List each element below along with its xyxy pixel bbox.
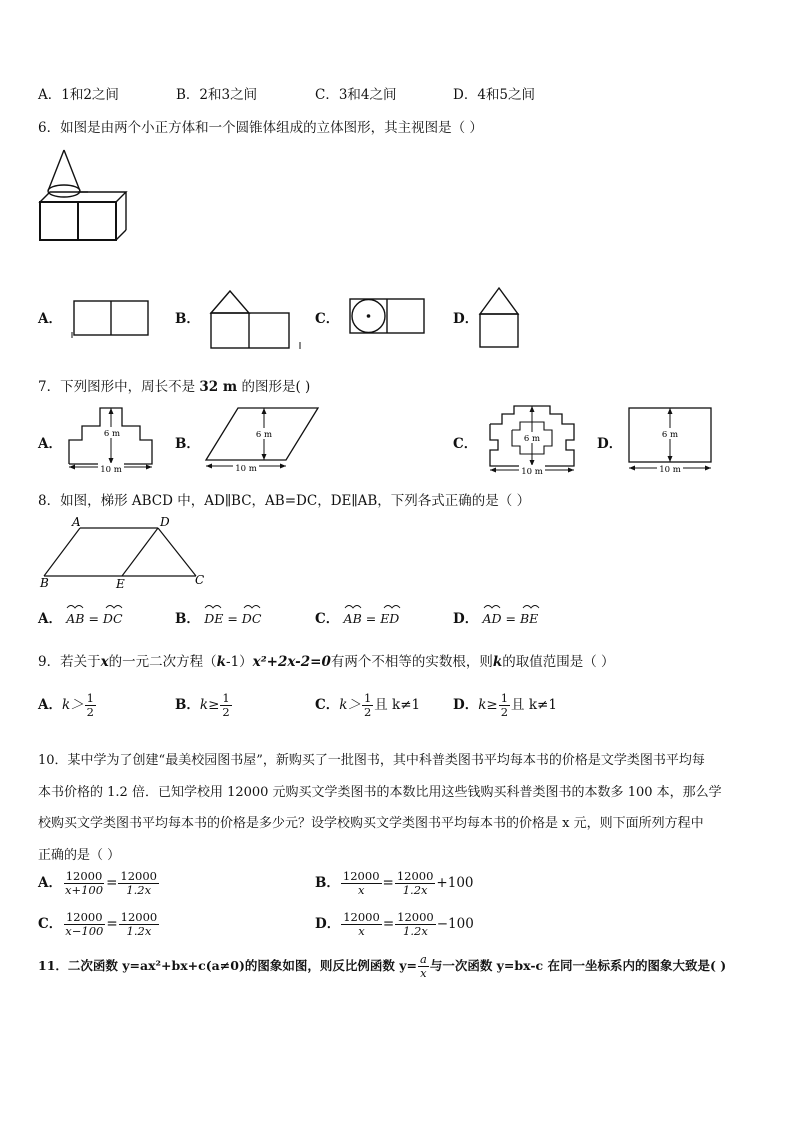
q6-option-a-figure: [70, 298, 154, 340]
q9-a-pre: k＞: [61, 697, 84, 713]
q7-label-a: A．: [38, 436, 62, 452]
q8-point-e: E: [116, 577, 125, 590]
q7-d-height-label: 6 m: [661, 430, 679, 440]
q6-label-b: B．: [175, 311, 200, 327]
q9-d-post: 且 k≠1: [511, 697, 557, 713]
q9-option-d: [453, 692, 557, 719]
q9-b-pre: k≥: [199, 697, 220, 713]
q9-b-den: 2: [222, 705, 230, 719]
q9-var-x: x: [100, 654, 109, 670]
q8-option-a: [38, 607, 123, 627]
q9-stem-a: 9．若关于: [38, 654, 101, 670]
q8-option-b-label: B．: [175, 611, 200, 627]
q5-option-d: D．4和5之间: [453, 87, 536, 103]
q7-b-width-label: 10 m: [235, 464, 257, 474]
q9-stem-d: 有两个不相等的实数根，则: [330, 654, 493, 670]
q10-option-d-label: D．: [315, 916, 341, 932]
q10-c-ln: 12000: [65, 910, 103, 924]
q8-d-right: BE: [520, 611, 539, 626]
q9-d-pre: k≥: [478, 697, 498, 713]
q9-option-d-label: D．: [453, 697, 479, 713]
q9-c-post: 且 k≠1: [374, 697, 421, 713]
q9-a-num: 1: [86, 691, 94, 705]
q10-a-rn: 12000: [120, 869, 157, 883]
q10-b-ln: 12000: [342, 869, 380, 883]
q7-b-height-label: 6 m: [255, 430, 273, 440]
q8-b-left: DE: [204, 611, 224, 626]
q10-c-rd: 1.2x: [126, 924, 152, 938]
q9-d-den: 2: [500, 705, 509, 719]
q7-c-width-label: 10 m: [521, 467, 543, 476]
q11-stem-b: 与一次函数 y=bx-c 在同一坐标系内的图象大致是( ): [429, 958, 727, 973]
q8-trapezoid-figure: [36, 514, 212, 590]
q11-stem: [38, 953, 726, 980]
q9-option-a: [38, 692, 97, 719]
q8-b-right: DC: [241, 611, 262, 626]
q8-option-b-expr: DE = DC: [204, 611, 261, 626]
q7-a-width-label: 10 m: [100, 465, 122, 475]
q10-d-tail: −100: [436, 916, 474, 932]
q7-stem-suffix: 的图形是( ): [241, 379, 311, 395]
q10-c-ld: x−100: [65, 924, 104, 938]
q7-label-b: B．: [175, 436, 200, 452]
q10-d-ld: x: [358, 924, 365, 938]
q9-a-den: 2: [86, 705, 94, 719]
q10-option-c: C． $\frac{12000}{x-100}$ = $\frac{12000}{1.2x}$: [38, 910, 158, 938]
q9-c-den: 2: [363, 705, 372, 719]
q10-option-b: B． $\frac{12000}{x}$ = $\frac{12000}{1.2x}$ +100: [315, 869, 474, 897]
q7-option-d-figure: [624, 400, 716, 476]
q11-stem-a: 11．二次函数 y=ax²+bx+c(a≠0)的图象如图，则反比例函数 y=: [38, 958, 417, 973]
q10-a-ld: x+100: [64, 883, 104, 897]
q10-line-3: 校购买文学类图书平均每本书的价格是多少元？设学校购买文学类图书平均每本书的价格是 x 元，则下面所列方程中: [38, 816, 704, 831]
q8-option-d-expr: AD = BE: [483, 611, 539, 626]
q7-stem-prefix: 7．下列图形中，周长不是: [38, 379, 196, 395]
q10-a-rd: 1.2x: [126, 883, 152, 897]
q8-option-c: [315, 607, 399, 627]
q9-d-num: 1: [500, 691, 509, 705]
q8-a-left: AB: [66, 611, 85, 626]
q9-k2: k: [492, 654, 503, 670]
q10-option-c-label: C．: [38, 916, 63, 932]
q10-option-d: D． $\frac{12000}{x}$ = $\frac{12000}{1.2x}$ −100: [315, 910, 474, 938]
q11-num: a: [419, 952, 427, 966]
q8-option-a-label: A．: [38, 611, 62, 627]
q6-solid-figure: [36, 146, 132, 244]
q9-option-b-label: B．: [175, 697, 200, 713]
q7-option-c-figure: [484, 400, 580, 476]
q7-a-height-label: 6 m: [103, 429, 121, 439]
q6-stem: 6．如图是由两个小正方体和一个圆锥体组成的立体图形，其主视图是（ ）: [38, 120, 483, 136]
q8-option-c-label: C．: [315, 611, 340, 627]
q9-equation: x²+2x-2=0: [252, 654, 331, 670]
q7-label-d: D．: [597, 436, 623, 452]
q10-a-ln: 12000: [65, 869, 103, 883]
q7-stem-value: 32 m: [199, 379, 238, 395]
q9-option-b: [175, 692, 233, 719]
q9-option-a-label: A．: [38, 697, 62, 713]
q8-option-d: [453, 607, 538, 627]
q5-option-c: C．3和4之间: [315, 87, 397, 103]
q10-c-rn: 12000: [120, 910, 158, 924]
q8-point-a: A: [72, 515, 81, 529]
q7-option-a-figure: [64, 400, 158, 476]
q5-option-a: A．1和2之间: [38, 87, 119, 103]
q10-d-rn: 12000: [397, 910, 434, 924]
q7-option-b-figure: [200, 404, 324, 476]
q9-stem-b: 的一元二次方程（: [108, 654, 217, 670]
q10-d-rd: 1.2x: [403, 924, 428, 938]
q6-label-c: C．: [315, 311, 340, 327]
q5-option-b: B．2和3之间: [176, 87, 258, 103]
q9-stem-c: -1）: [226, 654, 253, 670]
q10-line-2: 本书价格的 1.2 倍．已知学校用 12000 元购买文学类图书的本数比用这些钱购买科普类图书的本数多 100 本，那么学: [38, 785, 722, 800]
q8-c-right: ED: [380, 611, 400, 626]
q9-stem-e: 的取值范围是（ ）: [502, 654, 615, 670]
q8-c-left: AB: [343, 611, 362, 626]
q8-option-a-expr: AB = DC: [66, 611, 122, 626]
q10-line-1: 10．某中学为了创建“最美校园图书屋”，新购买了一批图书，其中科普类图书平均每本书的价格是文学类图书平均每: [38, 753, 705, 768]
q9-option-c: [315, 692, 420, 719]
q7-c-height-label: 6 m: [523, 434, 541, 444]
q10-option-a: A． $\frac{12000}{x+100}$ = $\frac{12000}{1.2x}$: [38, 869, 157, 897]
q10-option-a-label: A．: [38, 875, 62, 891]
q10-b-rn: 12000: [396, 869, 434, 883]
q10-line-4: 正确的是（ ）: [38, 848, 121, 863]
q9-c-pre: k＞: [339, 697, 361, 713]
q7-label-c: C．: [453, 436, 478, 452]
q6-label-a: A．: [38, 311, 62, 327]
q8-stem: 8．如图，梯形 ABCD 中，AD∥BC，AB=DC，DE∥AB，下列各式正确的是（ ）: [38, 493, 531, 509]
q8-option-b: [175, 607, 261, 627]
q8-a-right: DC: [102, 611, 123, 626]
q9-c-num: 1: [363, 691, 372, 705]
q7-stem: [38, 375, 310, 395]
q10-b-tail: +100: [436, 875, 474, 891]
q9-k1: k: [216, 654, 227, 670]
q8-d-left: AD: [482, 611, 502, 626]
q9-b-num: 1: [222, 691, 230, 705]
q10-b-ld: x: [357, 883, 365, 897]
q6-option-c-figure: [346, 296, 428, 338]
q8-point-b: B: [40, 576, 49, 590]
q8-point-c: C: [195, 573, 205, 587]
q7-d-width-label: 10 m: [659, 465, 681, 475]
q10-option-b-label: B．: [315, 875, 340, 891]
q11-den: x: [420, 966, 427, 980]
q10-d-ln: 12000: [343, 910, 380, 924]
q10-b-rd: 1.2x: [402, 883, 428, 897]
q8-option-d-label: D．: [453, 611, 479, 627]
q6-option-d-figure: [475, 284, 523, 350]
q9-stem: [38, 650, 615, 670]
q8-point-d: D: [160, 515, 170, 529]
q9-option-c-label: C．: [315, 697, 340, 713]
q6-label-d: D．: [453, 311, 479, 327]
q8-option-c-expr: AB = ED: [344, 611, 400, 626]
q6-option-b-figure: [207, 285, 303, 351]
